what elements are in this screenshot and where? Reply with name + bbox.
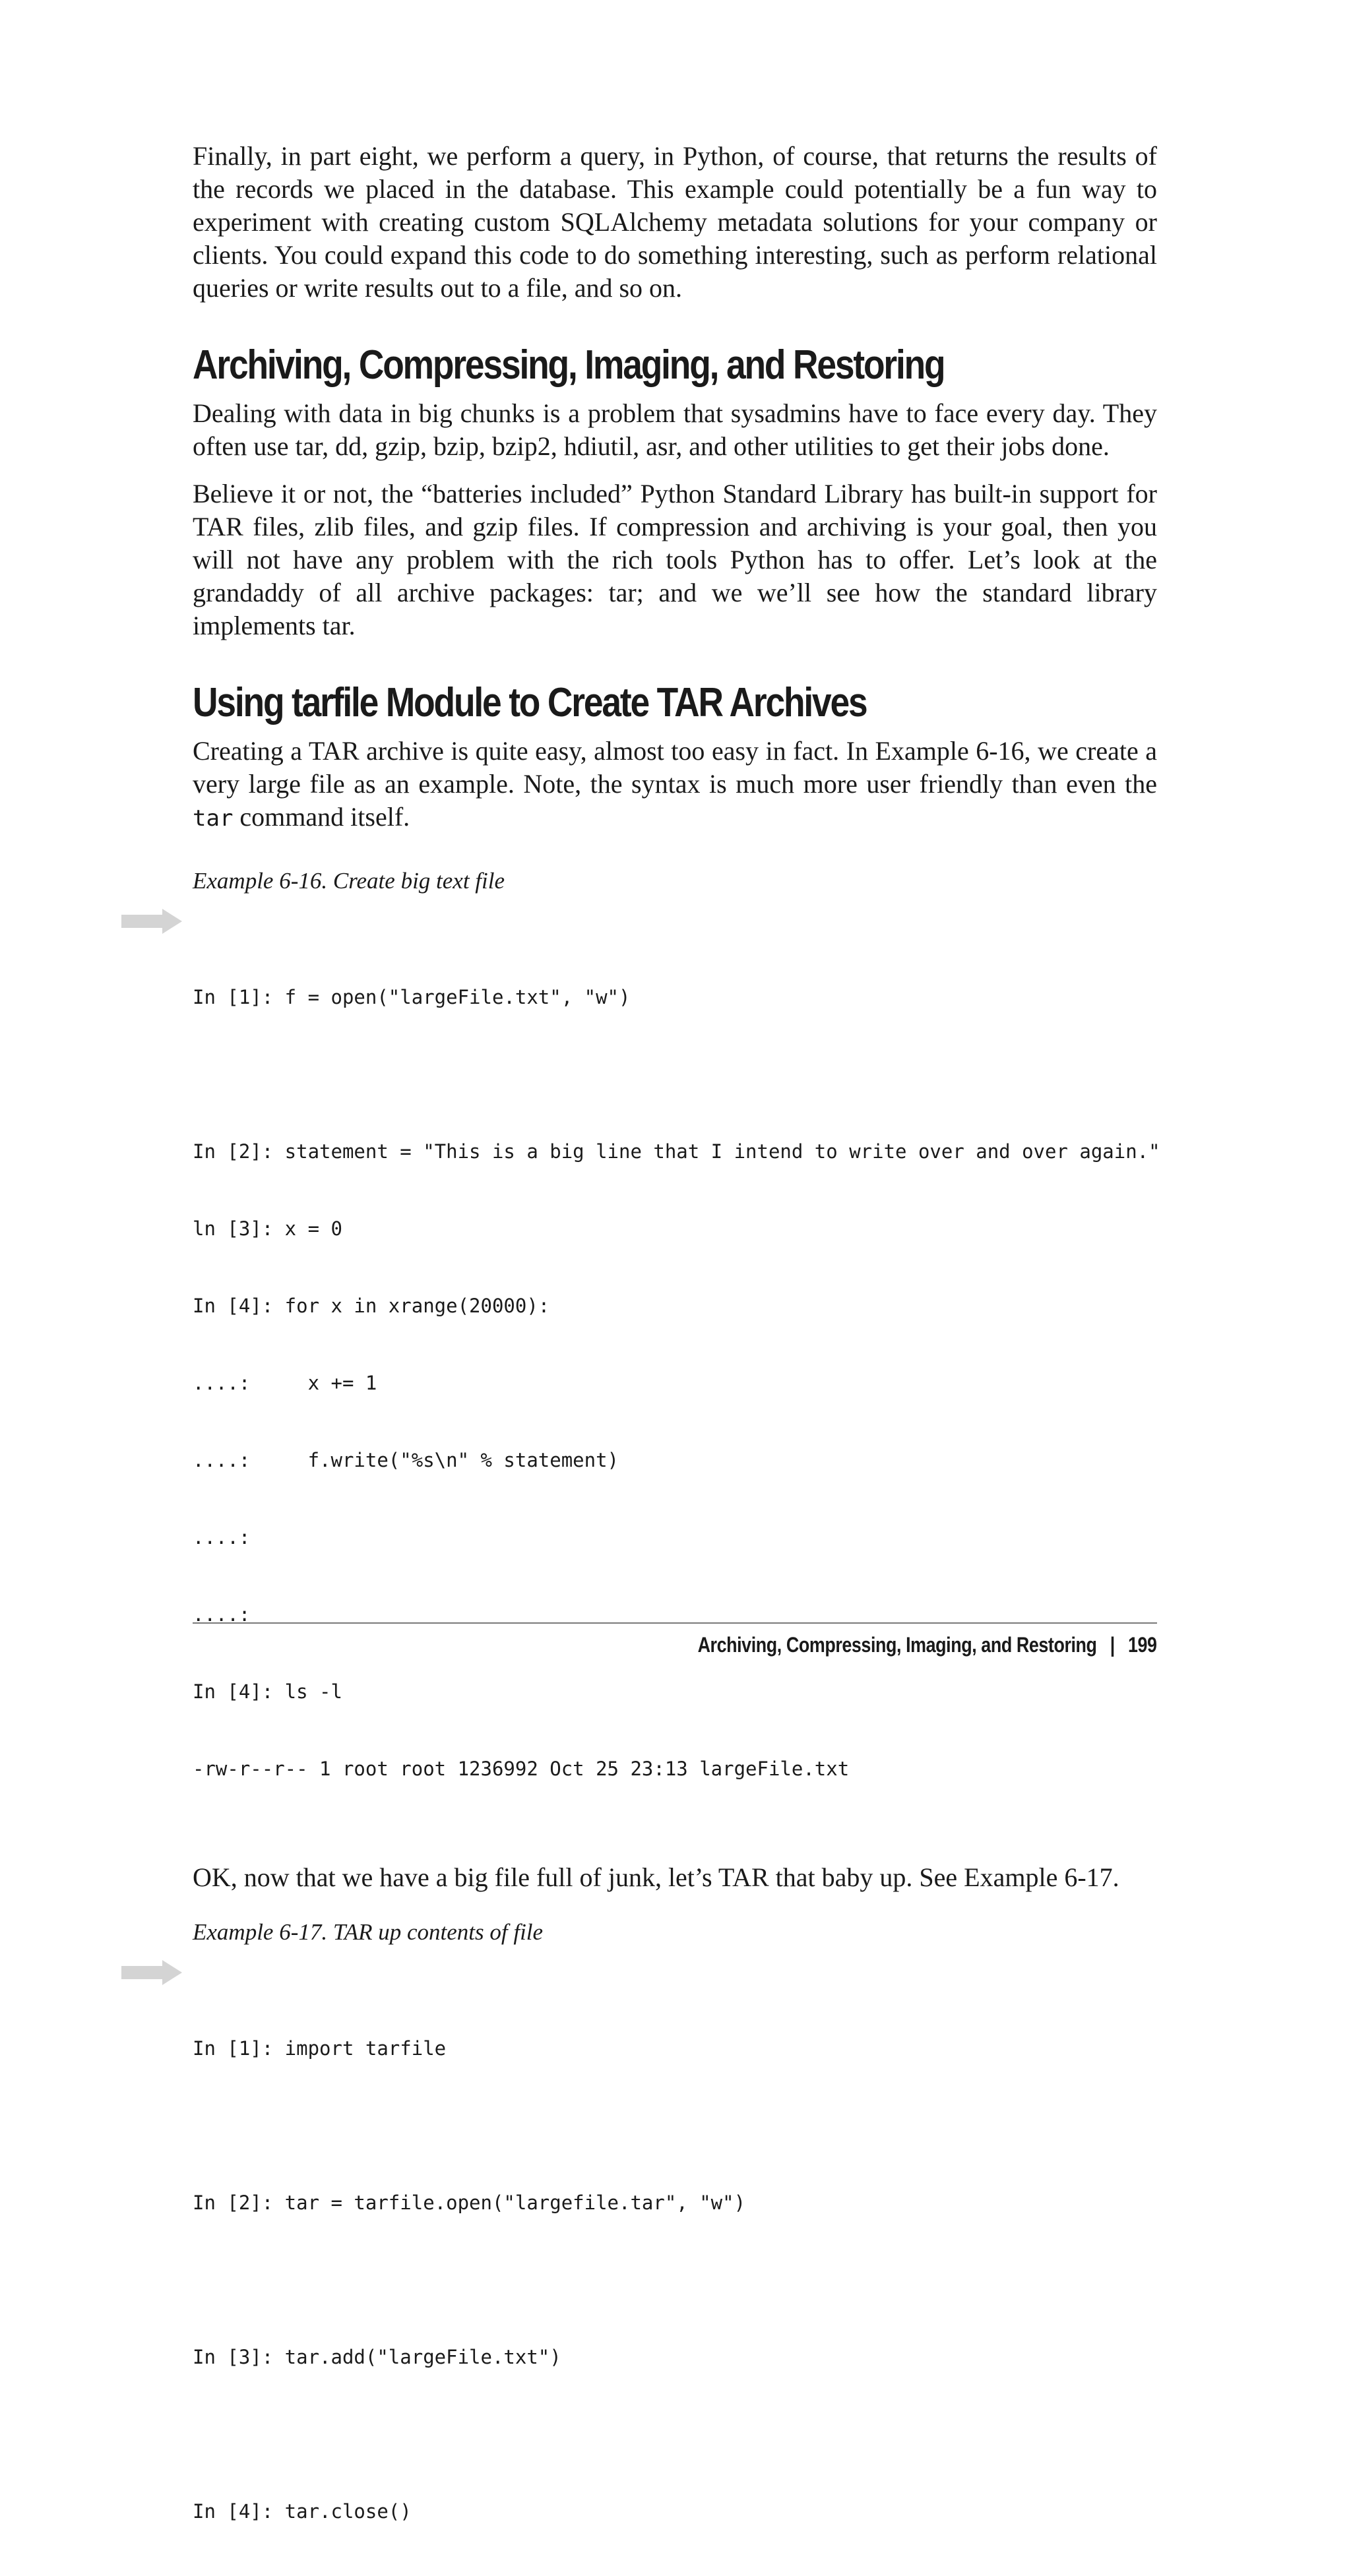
code-block-example-6-16 [193,907,1160,1833]
code-line [193,2422,1157,2447]
section-heading-tarfile: Using tarfile Module to Create TAR Archives [193,680,867,725]
code-line: ....: f.write("%s\n" % statement) [193,1449,619,1471]
paragraph-creating-tar [193,735,1157,835]
code-line [193,1062,1157,1088]
code-line: ....: [193,1603,251,1626]
example-caption-6-17: Example 6-17. TAR up contents of file [193,1919,544,1945]
paragraph-text-part2: command itself. [233,802,410,832]
code-line: -rw-r--r-- 1 root root 1236992 Oct 25 23:13 largeFile.txt [193,1758,850,1780]
paragraph-dealing-with-data: Dealing with data in big chunks is a problem that sysadmins have to face every day. They often use tar, dd, gzip, bzip, bzip2, hdiutil, asr, and other utilities to get their jobs done. [193,398,1157,461]
code-line: In [2]: tar = tarfile.open("largefile.tar", "w") [193,2192,746,2214]
code-line: In [2]: statement = "This is a big line that I intend to write over and over again." [193,1140,1160,1163]
code-line [193,2113,1157,2139]
paragraph-batteries-included: Believe it or not, the “batteries included” Python Standard Library has built-in support for TAR files, zlib files, and gzip files. If compression and archiving is your goal, then you will not have any problem with the rich tools Python has to offer. Let’s look at the grandaddy of all archive packages: tar; and we we’ll see how the standard library implements tar. [193,479,1157,640]
example-caption-6-16: Example 6-16. Create big text file [193,868,505,894]
paragraph-text-part1: Creating a TAR archive is quite easy, almost too easy in fact. In Example 6-16, we create a very large file as an example. Note, the syntax is much more user friendly than even the [193,736,1157,799]
code-line: ....: x += 1 [193,1372,377,1394]
intro-paragraph: Finally, in part eight, we perform a query, in Python, of course, that returns the results of the records we placed in the database. This example could potentially be a fun way to experiment with creating custom SQLAlchemy metadata solutions for your company or clients. You could expand this code to do something interesting, such as perform relational queries or write results out to a file, and so on. [193,141,1157,303]
section-heading-archiving: Archiving, Compressing, Imaging, and Restoring [193,342,945,388]
code-line: In [3]: tar.add("largeFile.txt") [193,2346,561,2368]
code-block-example-6-17 [193,1959,1157,2576]
running-head: Archiving, Compressing, Imaging, and Restoring [698,1633,1097,1657]
arrow-right-icon [121,909,182,934]
code-line: In [1]: import tarfile [193,2037,447,2060]
code-line: ....: [193,1526,251,1549]
code-line: In [4]: tar.close() [193,2500,412,2523]
footer-rule [193,1622,1157,1624]
page-number: 199 [1128,1633,1157,1657]
arrow-right-icon [121,1960,182,1985]
code-line [193,2267,1157,2293]
page-content [193,140,1160,2576]
code-line: ln [3]: x = 0 [193,1217,342,1240]
page-footer [698,1632,1157,1658]
code-line: In [1]: f = open("largeFile.txt", "w") [193,986,631,1008]
code-line: In [4]: ls -l [193,1680,342,1703]
code-line: In [4]: for x in xrange(20000): [193,1295,550,1317]
footer-separator: | [1110,1633,1115,1657]
paragraph-ok-now: OK, now that we have a big file full of junk, let’s TAR that baby up. See Example 6-17. [193,1862,1119,1892]
inline-code-tar: tar [193,805,234,832]
